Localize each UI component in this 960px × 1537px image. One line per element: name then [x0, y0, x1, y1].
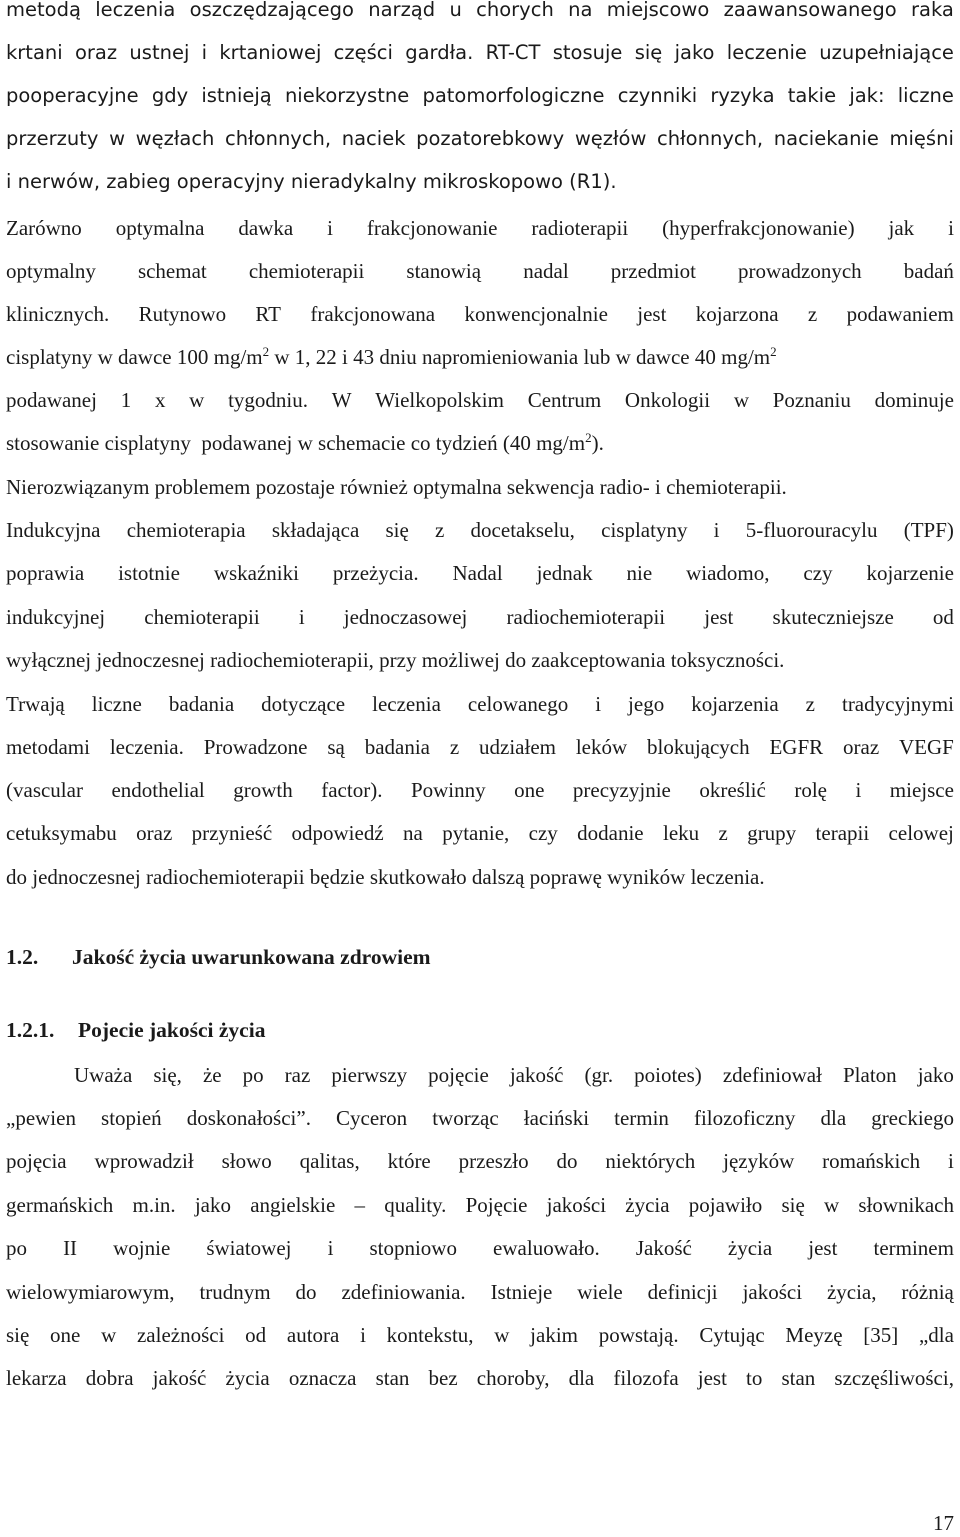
word: niekorzystne	[284, 84, 410, 107]
word: Jakość	[635, 1236, 692, 1260]
word: RT-CT	[485, 41, 541, 64]
word: Powinny	[410, 778, 486, 802]
line-text: ).	[591, 431, 604, 455]
word: Wielkopolskim	[375, 388, 504, 412]
word: i	[327, 216, 333, 240]
word: doskonałości”.	[186, 1106, 311, 1130]
word: jak	[888, 216, 915, 240]
word: kojarzenie	[866, 561, 954, 585]
word: poiotes)	[634, 1063, 702, 1087]
word: „dla	[918, 1323, 954, 1347]
word: życia	[625, 1193, 670, 1217]
word: Indukcyjna	[6, 518, 101, 542]
word: które	[387, 1149, 431, 1173]
word: leku	[662, 821, 700, 845]
text-line	[6, 689, 954, 719]
word: przeżycia.	[332, 561, 419, 585]
word: czynniki	[617, 84, 698, 107]
word: leczenia	[95, 0, 176, 21]
word: istotnie	[118, 561, 180, 585]
word: się,	[153, 1063, 182, 1087]
word: życia,	[826, 1280, 877, 1304]
word: wprowadził	[94, 1149, 194, 1173]
word: celowej	[888, 821, 954, 845]
word: krtaniowej	[219, 41, 322, 64]
word: gdy	[151, 84, 189, 107]
text-line	[6, 1146, 954, 1176]
text-line	[6, 645, 954, 675]
word: narząd	[368, 0, 436, 21]
word: stan	[781, 1366, 816, 1390]
word: uzupełniające	[819, 41, 954, 64]
word: cisplatyny	[601, 518, 688, 542]
word: dodanie	[577, 821, 644, 845]
word: i	[948, 216, 954, 240]
word: wiadomo,	[686, 561, 770, 585]
word: pierwszy	[331, 1063, 408, 1087]
word: przedmiot	[610, 259, 696, 283]
word: docetakselu,	[470, 518, 575, 542]
word: angielskie	[250, 1193, 336, 1217]
word: języków	[723, 1149, 795, 1173]
word: szczęśliwości,	[834, 1366, 954, 1390]
word: z	[807, 302, 818, 326]
word: dla	[568, 1366, 595, 1390]
word: z	[435, 518, 445, 542]
word: Centrum	[527, 388, 602, 412]
word: i	[713, 518, 720, 542]
word: frakcjonowanie	[366, 216, 498, 240]
word: Onkologii	[624, 388, 711, 412]
word: zaawansowanego	[723, 0, 897, 21]
word: jako	[674, 41, 715, 64]
word: jednoczasowej	[343, 605, 468, 629]
word: takie	[787, 84, 837, 107]
word: (TPF)	[903, 518, 954, 542]
word: od	[245, 1323, 267, 1347]
word: i	[595, 692, 602, 716]
word: i	[360, 1323, 366, 1347]
word: dominuje	[874, 388, 954, 412]
text-line	[6, 1233, 954, 1263]
word: grupy	[747, 821, 797, 845]
word: raka	[911, 0, 954, 21]
word: z	[805, 692, 815, 716]
subsection-title: Pojecie jakości życia	[78, 1018, 266, 1042]
text-line	[6, 428, 954, 458]
word: one	[514, 778, 545, 802]
word: pojęcia	[6, 1149, 67, 1173]
text-line	[6, 213, 954, 243]
word: oraz	[843, 735, 880, 759]
text-line	[6, 862, 954, 892]
page-number: 17	[933, 1511, 954, 1535]
subsection-number: 1.2.1.	[6, 1018, 55, 1042]
word: u	[449, 0, 462, 21]
word: optymalny	[6, 259, 96, 283]
text-line	[6, 1363, 954, 1393]
word: w	[109, 127, 126, 150]
word: Platon	[842, 1063, 897, 1087]
word: i	[948, 1149, 954, 1173]
word: oraz	[136, 821, 173, 845]
word: leczenie	[726, 41, 807, 64]
word: i	[855, 778, 862, 802]
word: węzłów	[574, 127, 647, 150]
word: oraz	[74, 41, 118, 64]
word: jest	[808, 1236, 838, 1260]
word: jakość	[152, 1366, 207, 1390]
word: w	[189, 388, 205, 412]
text-line	[6, 558, 954, 588]
word: przeszło	[458, 1149, 529, 1173]
word: konwencjonalnie	[464, 302, 608, 326]
word: tygodniu.	[228, 388, 308, 412]
text-line	[6, 818, 954, 848]
word: w	[494, 1323, 510, 1347]
word: 5-fluorouracylu	[745, 518, 878, 542]
word: radiochemioterapii	[506, 605, 666, 629]
word: wojnie	[113, 1236, 171, 1260]
word: „pewien	[6, 1106, 76, 1130]
text-line	[6, 124, 954, 154]
word: EGFR	[769, 735, 824, 759]
word: że	[202, 1063, 222, 1087]
word: Cyceron	[336, 1106, 408, 1130]
word: terminem	[873, 1236, 954, 1260]
word: optymalna	[115, 216, 205, 240]
word: termin	[614, 1106, 669, 1130]
word: Poznaniu	[772, 388, 851, 412]
text-line	[6, 38, 954, 68]
word: jakość	[509, 1063, 564, 1087]
word: w	[733, 388, 749, 412]
word: w	[101, 1323, 117, 1347]
word: stosuje	[552, 41, 623, 64]
line-text: stosowanie cisplatyny podawanej w schemacie co tydzień (40 mg/m	[6, 431, 586, 455]
word: czy	[803, 561, 833, 585]
word: się	[781, 1193, 805, 1217]
word: zdefiniował	[722, 1063, 822, 1087]
word: RT	[255, 302, 281, 326]
text-line	[6, 299, 954, 329]
word: i	[201, 41, 208, 64]
word: do	[556, 1149, 578, 1173]
word: metodami	[6, 735, 90, 759]
word: wiele	[577, 1280, 623, 1304]
word: i	[327, 1236, 334, 1260]
word: tradycyjnymi	[841, 692, 954, 716]
word: badania	[364, 735, 430, 759]
word: jako	[194, 1193, 231, 1217]
word: x	[154, 388, 166, 412]
word: chemioterapii	[248, 259, 365, 283]
word: radioterapii	[531, 216, 629, 240]
word: wskaźniki	[213, 561, 299, 585]
word: prowadzonych	[738, 259, 862, 283]
word: pozatorebkowy	[416, 127, 565, 150]
line-text: do jednoczesnej radiochemioterapii będzie skutkowało dalszą poprawę wyników leczenia.	[6, 865, 765, 889]
word: [35]	[863, 1323, 899, 1347]
word: po	[6, 1236, 27, 1260]
word: oszczędzającego	[189, 0, 354, 21]
word: one	[50, 1323, 81, 1347]
word: II	[63, 1236, 78, 1260]
word: chorych	[476, 0, 554, 21]
word: m.in.	[132, 1193, 176, 1217]
word: czy	[528, 821, 558, 845]
word: Pojęcie	[465, 1193, 528, 1217]
word: tworząc	[432, 1106, 499, 1130]
word: germańskich	[6, 1193, 114, 1217]
superscript: 2	[262, 344, 270, 359]
text-line	[6, 775, 954, 805]
word: cetuksymabu	[6, 821, 117, 845]
word: klinicznych.	[6, 302, 110, 326]
word: precyzyjnie	[572, 778, 671, 802]
word: z	[449, 735, 460, 759]
word: kontekstu,	[386, 1323, 474, 1347]
word: raz	[284, 1063, 311, 1087]
word: naciekanie	[773, 127, 879, 150]
word: filozofa	[613, 1366, 679, 1390]
word: po	[242, 1063, 264, 1087]
word: ewaluowało.	[493, 1236, 600, 1260]
word: Istnieje	[490, 1280, 553, 1304]
word: w	[823, 1193, 840, 1217]
text-line	[74, 1060, 954, 1090]
word: leczenia	[372, 692, 441, 716]
word: na	[568, 0, 593, 21]
word: podawaniem	[846, 302, 954, 326]
word: Trwają	[6, 692, 65, 716]
line-text: w 1, 22 i 43 dniu napromieniowania lub w dawce 40 mg/m	[269, 345, 771, 369]
word: trudnym	[199, 1280, 271, 1304]
word: krtani	[6, 41, 63, 64]
word: (vascular	[6, 778, 83, 802]
word: lekarza	[6, 1366, 67, 1390]
line-text: cisplatyny w dawce 100 mg/m	[6, 345, 263, 369]
word: qalitas,	[299, 1149, 360, 1173]
word: życia	[727, 1236, 773, 1260]
word: miejsce	[889, 778, 954, 802]
word: dla	[820, 1106, 847, 1130]
word: części	[333, 41, 393, 64]
word: miejscowo	[606, 0, 710, 21]
word: odpowiedź	[291, 821, 384, 845]
word: indukcyjnej	[6, 605, 106, 629]
word: stan	[375, 1366, 410, 1390]
word: ustnej	[129, 41, 190, 64]
word: Nadal	[452, 561, 503, 585]
word: W	[331, 388, 352, 412]
word: mięśni	[889, 127, 954, 150]
word: endothelial	[111, 778, 205, 802]
word: skuteczniejsze	[772, 605, 894, 629]
word: oznacza	[288, 1366, 357, 1390]
superscript: 2	[770, 344, 777, 359]
word: przynieść	[191, 821, 273, 845]
word: metodą	[6, 0, 81, 21]
word: określić	[699, 778, 766, 802]
word: Zarówno	[6, 216, 82, 240]
word: filozoficzny	[693, 1106, 796, 1130]
word: frakcjonowana	[310, 302, 436, 326]
word: dobra	[85, 1366, 134, 1390]
word: to	[746, 1366, 763, 1390]
text-line	[6, 385, 954, 415]
word: stanowią	[406, 259, 482, 283]
word: się	[634, 41, 663, 64]
text-line	[6, 1320, 954, 1350]
text-line	[6, 256, 954, 286]
word: chemioterapia	[126, 518, 246, 542]
section-title: Jakość życia uwarunkowana zdrowiem	[72, 945, 431, 969]
word: się	[6, 1323, 30, 1347]
word: badań	[903, 259, 954, 283]
word: pytanie,	[442, 821, 510, 845]
text-line	[6, 732, 954, 762]
word: chłonnych,	[225, 127, 332, 150]
word: podawanej	[6, 388, 97, 412]
word: liczne	[91, 692, 142, 716]
word: słowo	[221, 1149, 272, 1173]
word: Prowadzone	[203, 735, 308, 759]
word: światowej	[206, 1236, 292, 1260]
word: greckiego	[871, 1106, 954, 1130]
text-line	[6, 0, 954, 25]
text-line	[6, 167, 954, 197]
line-text: Nierozwiązanym problemem pozostaje również optymalna sekwencja radio- i chemioterapii.	[6, 475, 787, 499]
word: jest	[697, 1366, 727, 1390]
superscript: 2	[585, 430, 592, 445]
word: growth	[233, 778, 293, 802]
line-text: wyłącznej jednoczesnej radiochemioterapii, przy możliwej do zaakceptowania toksyczności.	[6, 648, 785, 672]
word: zdefiniowania.	[341, 1280, 466, 1304]
word: powstają.	[598, 1323, 679, 1347]
word: jakości	[546, 1193, 607, 1217]
word: 1	[120, 388, 132, 412]
word: patomorfologiczne	[422, 84, 605, 107]
word: kojarzona	[695, 302, 779, 326]
word: dawka	[238, 216, 294, 240]
word: jest	[704, 605, 734, 629]
word: Uważa	[74, 1063, 133, 1087]
word: schemat	[137, 259, 207, 283]
word: jakim	[530, 1323, 578, 1347]
word: quality.	[384, 1193, 447, 1217]
word: na	[403, 821, 423, 845]
word: (hyperfrakcjonowanie)	[662, 216, 855, 240]
line-text: i nerwów, zabieg operacyjny nieradykalny mikroskopowo (R1).	[6, 170, 617, 193]
word: węzłach	[135, 127, 215, 150]
word: leków	[575, 735, 628, 759]
word: stopień	[101, 1106, 162, 1130]
word: niektórych	[605, 1149, 696, 1173]
word: (gr.	[584, 1063, 614, 1087]
word: jakości	[742, 1280, 803, 1304]
word: leczenia.	[109, 735, 184, 759]
text-line	[6, 1277, 954, 1307]
word: Meyzę	[785, 1323, 843, 1347]
word: życia	[225, 1366, 270, 1390]
word: nadal	[523, 259, 569, 283]
word: od	[932, 605, 954, 629]
word: badania	[168, 692, 235, 716]
word: gardła.	[405, 41, 474, 64]
word: liczne	[897, 84, 954, 107]
word: składająca	[271, 518, 360, 542]
word: pooperacyjne	[6, 84, 139, 107]
text-line	[6, 515, 954, 545]
word: ryzyka	[710, 84, 775, 107]
text-line	[6, 1103, 954, 1133]
word: poprawia	[6, 561, 85, 585]
word: nie	[626, 561, 653, 585]
word: wielowymiarowym,	[6, 1280, 175, 1304]
word: dotyczące	[261, 692, 346, 716]
word: –	[354, 1193, 366, 1217]
word: jednak	[536, 561, 593, 585]
word: rolę	[794, 778, 827, 802]
word: udziałem	[479, 735, 556, 759]
word: autora	[286, 1323, 340, 1347]
word: Rutynowo	[138, 302, 227, 326]
word: słownikach	[858, 1193, 954, 1217]
word: romańskich	[822, 1149, 921, 1173]
word: celowanego	[467, 692, 569, 716]
word: są	[327, 735, 345, 759]
word: istnieją	[201, 84, 272, 107]
word: łaciński	[523, 1106, 590, 1130]
word: Cytując	[699, 1323, 765, 1347]
word: VEGF	[899, 735, 954, 759]
word: blokujących	[647, 735, 750, 759]
word: i	[298, 605, 305, 629]
text-line	[6, 342, 954, 372]
word: jego	[628, 692, 665, 716]
word: z	[718, 821, 728, 845]
word: stopniowo	[369, 1236, 457, 1260]
word: jest	[637, 302, 667, 326]
word: chemioterapii	[144, 605, 260, 629]
word: jak:	[849, 84, 885, 107]
word: przerzuty	[6, 127, 99, 150]
word: pojęcie	[428, 1063, 489, 1087]
text-line	[6, 602, 954, 632]
word: kojarzenia	[691, 692, 779, 716]
word: choroby,	[476, 1366, 550, 1390]
word: się	[385, 518, 409, 542]
text-line	[6, 81, 954, 111]
word: zależności	[136, 1323, 225, 1347]
word: różnią	[901, 1280, 954, 1304]
word: pojawiło	[688, 1193, 763, 1217]
word: bez	[428, 1366, 458, 1390]
word: factor).	[321, 778, 383, 802]
word: jako	[917, 1063, 954, 1087]
word: terapii	[815, 821, 870, 845]
text-line	[6, 472, 954, 502]
word: naciek	[341, 127, 406, 150]
text-line	[6, 1190, 954, 1220]
word: definicji	[647, 1280, 718, 1304]
word: do	[295, 1280, 317, 1304]
section-number: 1.2.	[6, 945, 39, 969]
word: chłonnych,	[657, 127, 764, 150]
